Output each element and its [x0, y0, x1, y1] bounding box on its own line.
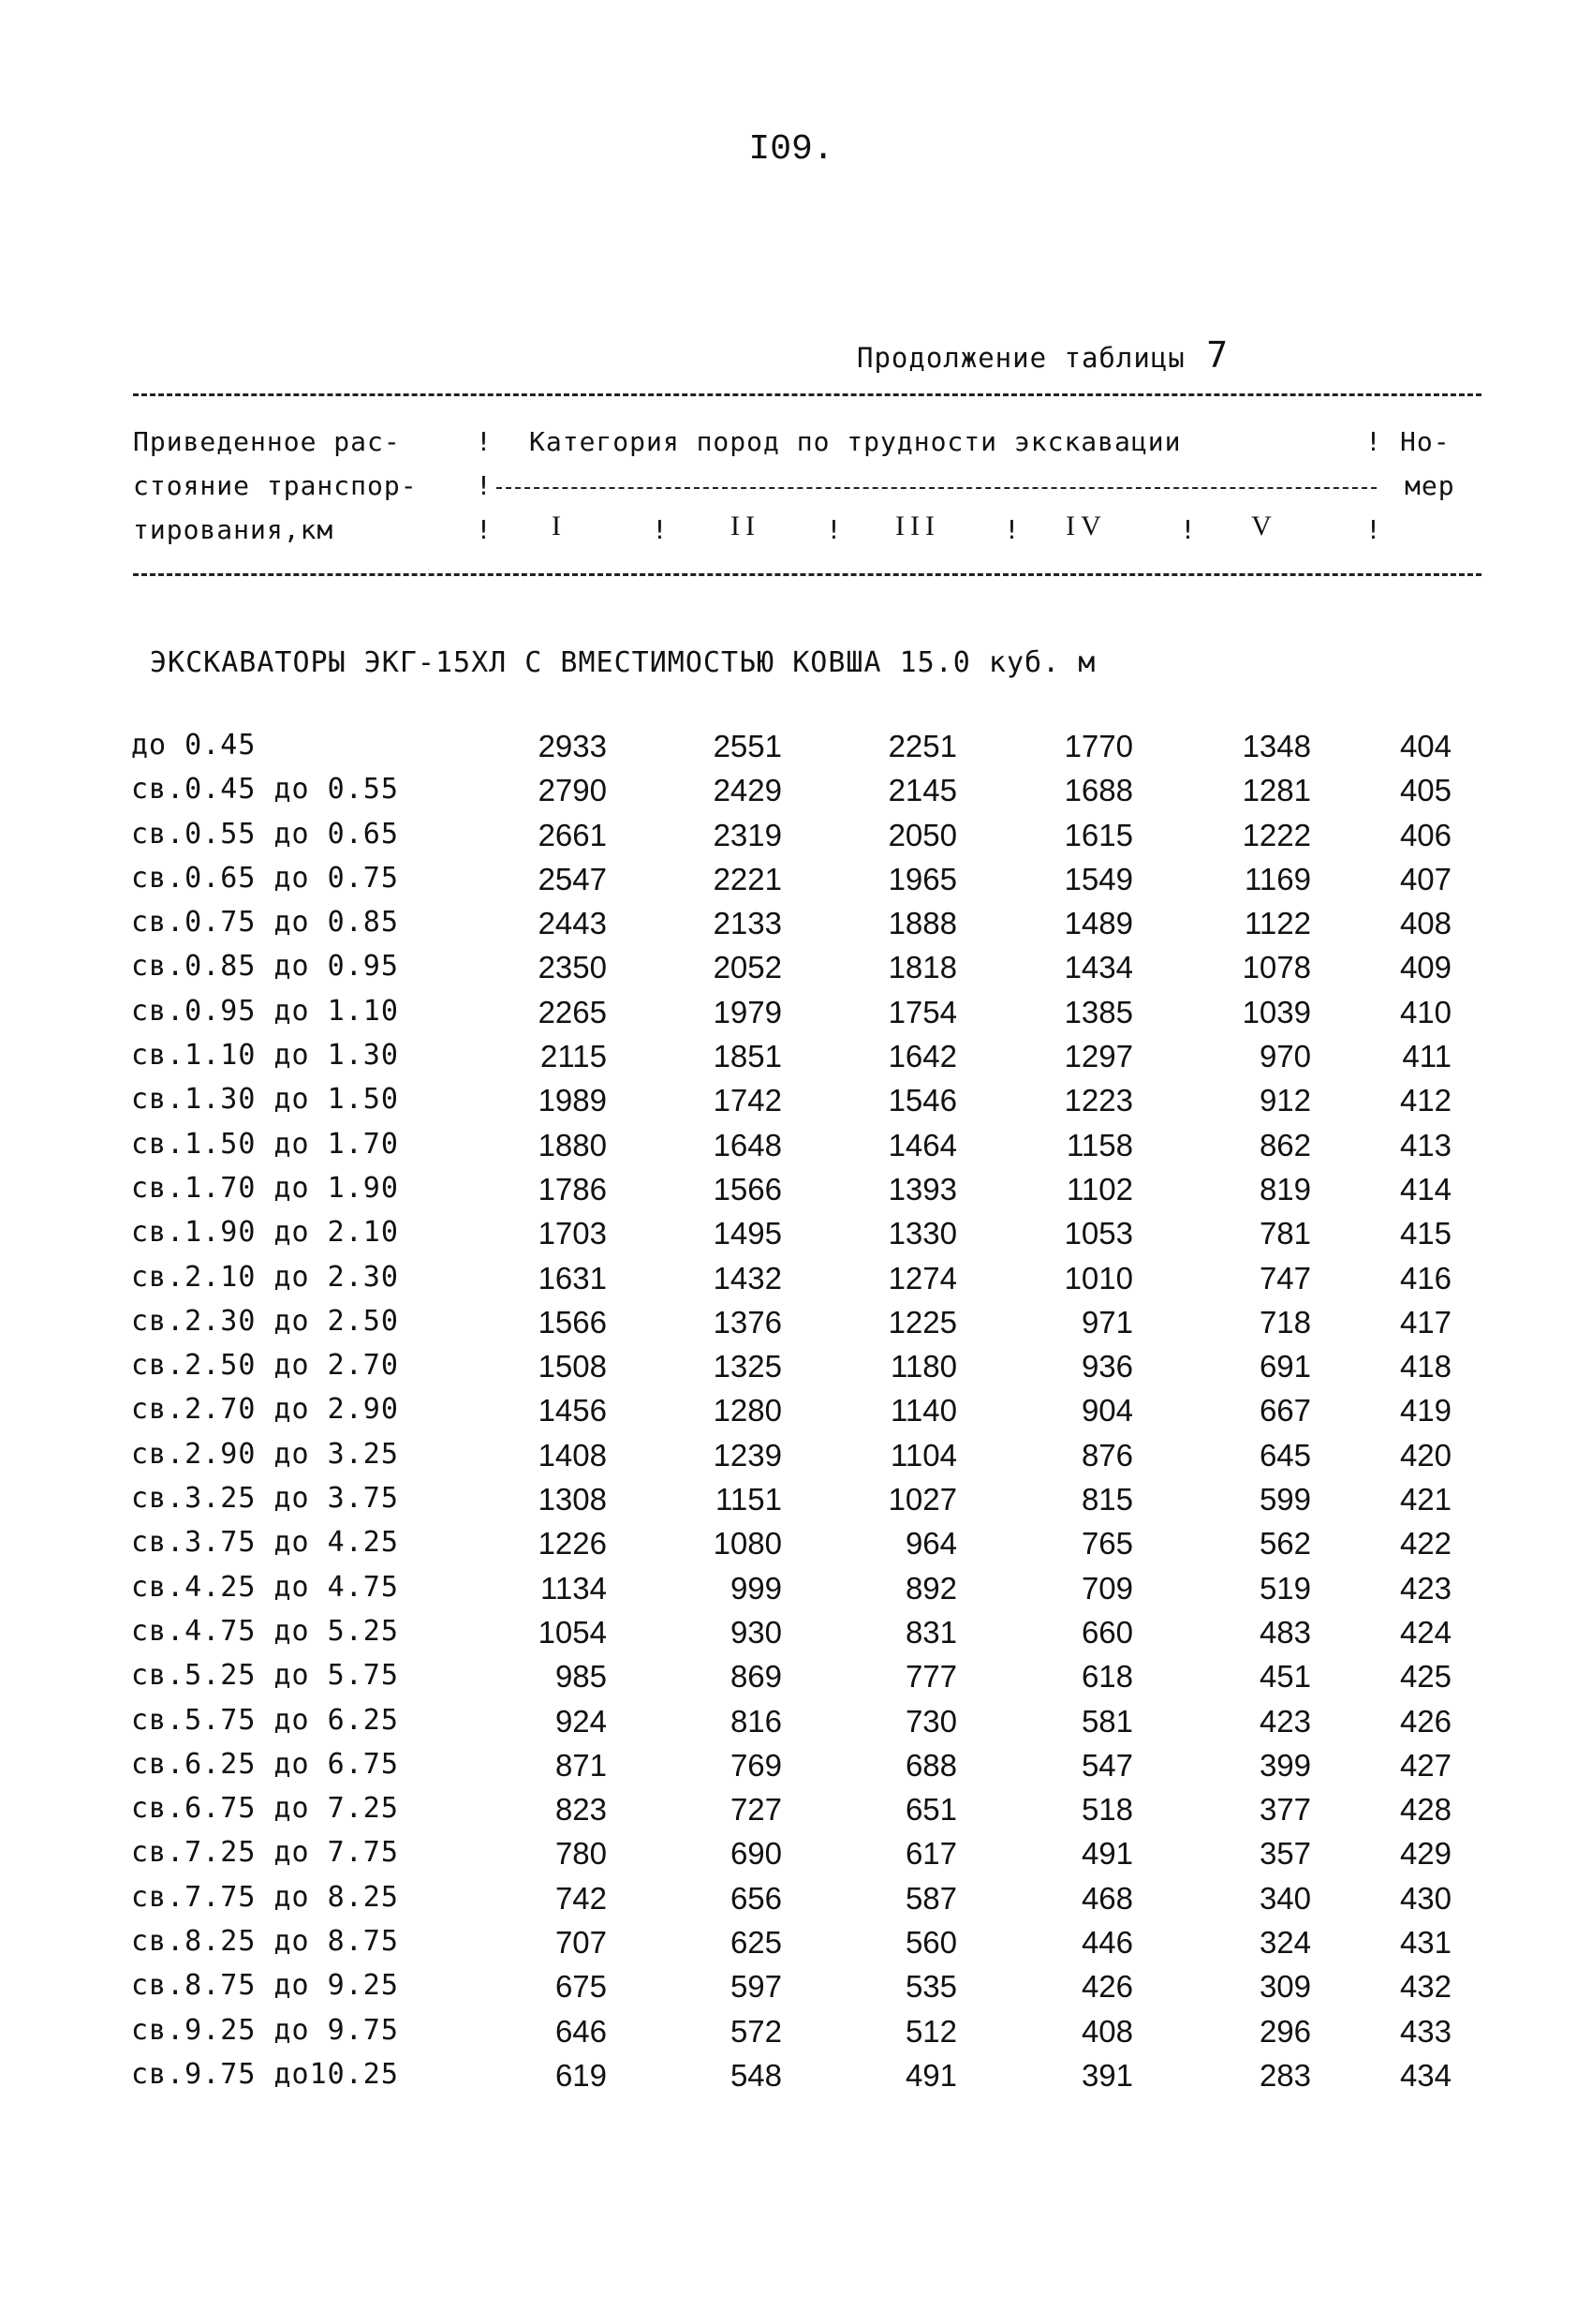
distance-cell: св.2.30 до 2.50	[131, 1304, 399, 1338]
table-row	[0, 1526, 1592, 1570]
category-1-value: 780	[554, 1836, 607, 1872]
number-header-line-1: Но-	[1400, 426, 1451, 457]
row-number: 429	[1399, 1836, 1452, 1872]
category-1-value: 1456	[538, 1393, 607, 1428]
table-row	[0, 1083, 1592, 1127]
category-5-value: 667	[1259, 1393, 1311, 1428]
row-number: 412	[1399, 1083, 1452, 1118]
category-3-value: 1225	[888, 1304, 957, 1340]
category-2-value: 597	[730, 1969, 782, 2005]
row-number: 404	[1399, 729, 1452, 763]
category-ii-header: II	[730, 511, 760, 541]
row-number: 434	[1399, 2057, 1452, 2093]
category-3-value: 651	[905, 1792, 957, 1828]
category-2-value: 1566	[713, 1171, 782, 1206]
category-2-value: 1280	[713, 1393, 782, 1428]
category-4-value: 1385	[1064, 994, 1133, 1029]
category-4-value: 1297	[1064, 1039, 1133, 1074]
table-row	[0, 1792, 1592, 1836]
category-3-value: 1330	[888, 1216, 957, 1251]
category-2-value: 1376	[713, 1304, 782, 1340]
category-5-value: 970	[1259, 1039, 1311, 1074]
category-4-value: 660	[1081, 1614, 1133, 1650]
category-4-value: 1102	[1067, 1171, 1133, 1206]
row-number: 426	[1399, 1703, 1452, 1739]
row-number: 432	[1399, 1969, 1452, 2005]
category-2-value: 2133	[713, 906, 782, 941]
table-row	[0, 1571, 1592, 1615]
category-3-value: 1104	[891, 1437, 957, 1473]
table-body	[0, 729, 1592, 2102]
category-4-value: 936	[1081, 1349, 1133, 1384]
category-5-value: 1348	[1242, 729, 1311, 763]
category-1-value: 2790	[538, 773, 607, 808]
header-separator: !	[826, 514, 842, 545]
distance-cell: св.0.55 до 0.65	[131, 817, 399, 851]
category-4-value: 1549	[1064, 861, 1133, 896]
category-5-value: 747	[1259, 1260, 1311, 1295]
category-i-header: I	[552, 511, 567, 541]
category-2-value: 1742	[713, 1083, 782, 1118]
header-separator: !	[1004, 514, 1020, 545]
category-3-value: 2050	[888, 817, 957, 852]
category-4-value: 426	[1081, 1969, 1133, 2005]
category-2-value: 1432	[713, 1260, 782, 1295]
category-2-value: 690	[730, 1836, 782, 1872]
category-2-value: 869	[730, 1659, 782, 1695]
header-separator: !	[476, 470, 492, 501]
category-1-value: 2933	[538, 729, 607, 763]
category-2-value: 727	[730, 1792, 782, 1828]
distance-cell: св.6.75 до 7.25	[131, 1792, 399, 1826]
category-3-value: 892	[905, 1570, 957, 1606]
category-4-value: 1223	[1064, 1083, 1133, 1118]
distance-cell: св.9.25 до 9.75	[131, 2013, 399, 2047]
table-row	[0, 1172, 1592, 1216]
category-3-value: 964	[905, 1526, 957, 1562]
row-number: 430	[1399, 1880, 1452, 1916]
row-number: 424	[1399, 1614, 1452, 1650]
distance-header-line-3: тирования,км	[133, 514, 334, 545]
category-5-value: 324	[1259, 1925, 1311, 1961]
category-4-value: 904	[1081, 1393, 1133, 1428]
row-number: 410	[1399, 994, 1452, 1029]
table-row	[0, 2014, 1592, 2058]
row-number: 413	[1399, 1127, 1452, 1162]
category-4-value: 391	[1081, 2057, 1133, 2093]
category-5-value: 1039	[1242, 994, 1311, 1029]
row-number: 422	[1399, 1526, 1452, 1562]
category-3-value: 560	[905, 1925, 957, 1961]
table-row	[0, 1748, 1592, 1792]
category-1-value: 2350	[538, 950, 607, 985]
distance-cell: св.1.50 до 1.70	[131, 1127, 399, 1161]
category-3-value: 730	[905, 1703, 957, 1739]
category-1-value: 1880	[538, 1127, 607, 1162]
table-row	[0, 950, 1592, 994]
distance-cell: св.6.25 до 6.75	[131, 1747, 399, 1781]
header-bottom-rule	[133, 573, 1481, 576]
category-1-value: 707	[554, 1925, 607, 1961]
category-v-header: V	[1251, 511, 1277, 541]
category-1-value: 1703	[538, 1216, 607, 1251]
category-5-value: 718	[1259, 1304, 1311, 1340]
row-number: 406	[1399, 817, 1452, 852]
category-iii-header: III	[895, 511, 940, 541]
row-number: 408	[1399, 906, 1452, 941]
category-4-value: 581	[1081, 1703, 1133, 1739]
category-3-value: 1642	[888, 1039, 957, 1074]
category-4-value: 765	[1081, 1526, 1133, 1562]
table-row	[0, 1615, 1592, 1659]
row-number: 431	[1399, 1925, 1452, 1961]
row-number: 423	[1399, 1570, 1452, 1606]
category-header: Категория пород по трудности экскавации	[529, 426, 1182, 457]
category-5-value: 645	[1259, 1437, 1311, 1473]
category-1-value: 646	[554, 2013, 607, 2049]
category-3-value: 491	[905, 2057, 957, 2093]
category-2-value: 930	[730, 1614, 782, 1650]
distance-cell: св.4.25 до 4.75	[131, 1570, 399, 1604]
category-5-value: 451	[1259, 1659, 1311, 1695]
distance-cell: св.2.90 до 3.25	[131, 1437, 399, 1471]
distance-cell: св.7.25 до 7.75	[131, 1836, 399, 1870]
category-5-value: 819	[1259, 1171, 1311, 1206]
table-number: 7	[1206, 334, 1230, 376]
category-1-value: 1508	[538, 1349, 607, 1384]
distance-header-line-2: стояние транспор-	[133, 470, 418, 501]
category-4-value: 1688	[1064, 773, 1133, 808]
category-2-value: 1325	[713, 1349, 782, 1384]
category-3-value: 1754	[888, 994, 957, 1029]
category-1-value: 871	[554, 1747, 607, 1783]
category-5-value: 309	[1259, 1969, 1311, 2005]
distance-cell: св.3.75 до 4.25	[131, 1526, 399, 1560]
table-row	[0, 1925, 1592, 1969]
category-2-value: 2429	[713, 773, 782, 808]
row-number: 411	[1402, 1039, 1452, 1074]
number-header-line-2: мер	[1405, 470, 1455, 501]
category-2-value: 625	[730, 1925, 782, 1961]
category-5-value: 1122	[1245, 906, 1311, 941]
category-5-value: 862	[1259, 1127, 1311, 1162]
table-row	[0, 862, 1592, 906]
distance-cell: св.0.85 до 0.95	[131, 950, 399, 984]
section-title: ЭКСКАВАТОРЫ ЭКГ-15ХЛ С ВМЕСТИМОСТЬЮ КОВША 15.0 куб. м	[150, 646, 1097, 679]
row-number: 405	[1399, 773, 1452, 808]
category-2-value: 2052	[713, 950, 782, 985]
category-4-value: 518	[1081, 1792, 1133, 1828]
category-3-value: 617	[905, 1836, 957, 1872]
category-3-value: 535	[905, 1969, 957, 2005]
row-number: 433	[1399, 2013, 1452, 2049]
category-3-value: 831	[905, 1614, 957, 1650]
category-5-value: 296	[1259, 2013, 1311, 2049]
row-number: 427	[1399, 1747, 1452, 1783]
table-row	[0, 818, 1592, 862]
page-number: I09.	[748, 129, 834, 170]
category-1-value: 1408	[538, 1437, 607, 1473]
category-4-value: 446	[1081, 1925, 1133, 1961]
category-2-value: 1495	[713, 1216, 782, 1251]
category-4-value: 1010	[1064, 1260, 1133, 1295]
distance-cell: св.8.25 до 8.75	[131, 1925, 399, 1959]
table-row	[0, 729, 1592, 773]
table-row	[0, 1305, 1592, 1349]
category-4-value: 468	[1081, 1880, 1133, 1916]
category-1-value: 2443	[538, 906, 607, 941]
category-4-value: 1489	[1064, 906, 1133, 941]
row-number: 428	[1399, 1792, 1452, 1828]
table-row	[0, 1128, 1592, 1172]
table-row	[0, 1659, 1592, 1703]
row-number: 415	[1399, 1216, 1452, 1251]
category-1-value: 1134	[540, 1570, 607, 1606]
category-iv-header: IV	[1066, 511, 1107, 541]
category-4-value: 815	[1081, 1482, 1133, 1517]
category-2-value: 1239	[713, 1437, 782, 1473]
table-row	[0, 1393, 1592, 1437]
header-separator: !	[476, 514, 492, 545]
category-2-value: 1080	[713, 1526, 782, 1562]
category-1-value: 1631	[538, 1260, 607, 1295]
category-2-value: 1851	[713, 1039, 782, 1074]
category-3-value: 1818	[888, 950, 957, 985]
category-3-value: 512	[905, 2013, 957, 2049]
category-2-value: 548	[730, 2057, 782, 2093]
distance-cell: св.1.90 до 2.10	[131, 1216, 399, 1250]
table-row	[0, 906, 1592, 950]
category-2-value: 816	[730, 1703, 782, 1739]
distance-cell: св.1.10 до 1.30	[131, 1039, 399, 1073]
category-2-value: 999	[730, 1570, 782, 1606]
category-3-value: 1464	[888, 1127, 957, 1162]
distance-cell: до 0.45	[131, 729, 257, 762]
category-1-value: 2115	[540, 1039, 607, 1074]
category-2-value: 572	[730, 2013, 782, 2049]
category-4-value: 618	[1081, 1659, 1133, 1695]
category-1-value: 1226	[538, 1526, 607, 1562]
table-row	[0, 773, 1592, 817]
category-5-value: 1222	[1242, 817, 1311, 852]
category-3-value: 1393	[888, 1171, 957, 1206]
header-separator: !	[652, 514, 668, 545]
distance-cell: св.3.25 до 3.75	[131, 1482, 399, 1516]
category-5-value: 399	[1259, 1747, 1311, 1783]
category-4-value: 547	[1081, 1747, 1133, 1783]
distance-cell: св.2.50 до 2.70	[131, 1349, 399, 1383]
category-1-value: 823	[554, 1792, 607, 1828]
row-number: 414	[1399, 1171, 1452, 1206]
row-number: 419	[1399, 1393, 1452, 1428]
category-5-value: 781	[1259, 1216, 1311, 1251]
distance-cell: св.0.45 до 0.55	[131, 773, 399, 807]
category-4-value: 1434	[1064, 950, 1133, 985]
category-5-value: 599	[1259, 1482, 1311, 1517]
category-3-value: 1965	[888, 861, 957, 896]
table-row	[0, 1482, 1592, 1526]
table-row	[0, 995, 1592, 1039]
distance-cell: св.5.25 до 5.75	[131, 1659, 399, 1693]
category-2-value: 2551	[713, 729, 782, 763]
row-number: 421	[1399, 1482, 1452, 1517]
category-2-value: 1648	[713, 1127, 782, 1162]
distance-cell: св.1.30 до 1.50	[131, 1083, 399, 1117]
category-4-value: 1770	[1064, 729, 1133, 763]
header-separator: !	[1180, 514, 1196, 545]
category-5-value: 1169	[1245, 861, 1311, 896]
distance-cell: св.0.65 до 0.75	[131, 861, 399, 895]
category-5-value: 912	[1259, 1083, 1311, 1118]
distance-cell: св.1.70 до 1.90	[131, 1171, 399, 1205]
category-4-value: 1615	[1064, 817, 1133, 852]
category-1-value: 1054	[538, 1614, 607, 1650]
category-3-value: 1180	[891, 1349, 957, 1384]
category-2-value: 769	[730, 1747, 782, 1783]
category-4-value: 876	[1081, 1437, 1133, 1473]
distance-cell: св.7.75 до 8.25	[131, 1880, 399, 1914]
category-4-value: 1053	[1064, 1216, 1133, 1251]
header-separator: !	[476, 426, 492, 457]
header-separator: !	[1365, 426, 1381, 457]
category-2-value: 656	[730, 1880, 782, 1916]
table-row	[0, 1261, 1592, 1305]
category-4-value: 971	[1081, 1304, 1133, 1340]
category-4-value: 491	[1081, 1836, 1133, 1872]
category-2-value: 2319	[713, 817, 782, 852]
category-1-value: 1786	[538, 1171, 607, 1206]
category-5-value: 562	[1259, 1526, 1311, 1562]
category-3-value: 688	[905, 1747, 957, 1783]
row-number: 425	[1399, 1659, 1452, 1695]
category-1-value: 675	[554, 1969, 607, 2005]
distance-cell: св.4.75 до 5.25	[131, 1614, 399, 1648]
category-4-value: 1158	[1067, 1127, 1133, 1162]
category-1-value: 1308	[538, 1482, 607, 1517]
category-5-value: 1078	[1242, 950, 1311, 985]
header-top-rule	[133, 393, 1481, 396]
category-5-value: 691	[1259, 1349, 1311, 1384]
category-1-value: 742	[554, 1880, 607, 1916]
distance-cell: св.9.75 до10.25	[131, 2057, 399, 2091]
row-number: 418	[1399, 1349, 1452, 1384]
category-3-value: 1888	[888, 906, 957, 941]
category-5-value: 377	[1259, 1792, 1311, 1828]
category-3-value: 1027	[888, 1482, 957, 1517]
row-number: 409	[1399, 950, 1452, 985]
category-3-value: 777	[905, 1659, 957, 1695]
category-5-value: 423	[1259, 1703, 1311, 1739]
distance-cell: св.0.95 до 1.10	[131, 994, 399, 1028]
table-row	[0, 1438, 1592, 1482]
category-3-value: 1546	[888, 1083, 957, 1118]
distance-header-line-1: Приведенное рас-	[133, 426, 401, 457]
category-1-value: 2547	[538, 861, 607, 896]
table-row	[0, 1039, 1592, 1083]
category-1-value: 1566	[538, 1304, 607, 1340]
category-3-value: 1274	[888, 1260, 957, 1295]
category-5-value: 1281	[1242, 773, 1311, 808]
table-row	[0, 1969, 1592, 2013]
category-3-value: 1140	[891, 1393, 957, 1428]
category-2-value: 2221	[713, 861, 782, 896]
category-1-value: 985	[554, 1659, 607, 1695]
table-row	[0, 2058, 1592, 2102]
table-row	[0, 1216, 1592, 1260]
category-5-value: 519	[1259, 1570, 1311, 1606]
category-1-value: 1989	[538, 1083, 607, 1118]
category-1-value: 2661	[538, 817, 607, 852]
table-row	[0, 1881, 1592, 1925]
row-number: 416	[1399, 1260, 1452, 1295]
row-number: 420	[1399, 1437, 1452, 1473]
distance-cell: св.2.10 до 2.30	[131, 1260, 399, 1294]
category-1-value: 619	[554, 2057, 607, 2093]
table-row	[0, 1704, 1592, 1748]
category-3-value: 587	[905, 1880, 957, 1916]
category-4-value: 408	[1081, 2013, 1133, 2049]
category-2-value: 1151	[715, 1482, 782, 1517]
header-separator: !	[1365, 514, 1381, 545]
distance-cell: св.2.70 до 2.90	[131, 1393, 399, 1427]
category-5-value: 357	[1259, 1836, 1311, 1872]
distance-cell: св.8.75 до 9.25	[131, 1969, 399, 2003]
category-1-value: 2265	[538, 994, 607, 1029]
table-row	[0, 1349, 1592, 1393]
row-number: 417	[1399, 1304, 1452, 1340]
row-number: 407	[1399, 861, 1452, 896]
category-divider-rule	[496, 487, 1377, 489]
continuation-text: Продолжение таблицы	[857, 342, 1186, 374]
continuation-label	[857, 334, 1229, 376]
category-5-value: 340	[1259, 1880, 1311, 1916]
category-5-value: 283	[1259, 2057, 1311, 2093]
category-3-value: 2251	[888, 729, 957, 763]
category-3-value: 2145	[888, 773, 957, 808]
category-4-value: 709	[1081, 1570, 1133, 1606]
category-2-value: 1979	[713, 994, 782, 1029]
distance-cell: св.5.75 до 6.25	[131, 1703, 399, 1737]
category-5-value: 483	[1259, 1614, 1311, 1650]
distance-cell: св.0.75 до 0.85	[131, 906, 399, 940]
category-1-value: 924	[554, 1703, 607, 1739]
table-row	[0, 1836, 1592, 1880]
